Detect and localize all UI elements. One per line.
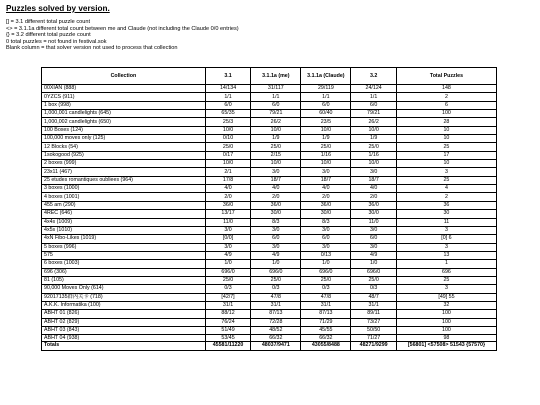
value-cell: 4/0 [351, 185, 397, 193]
value-cell: 31/1 [351, 301, 397, 309]
value-cell: 10/0 [301, 160, 351, 168]
table-row [42, 276, 497, 284]
value-cell: 6 [396, 101, 496, 109]
value-cell: 36/0 [205, 201, 251, 209]
value-cell: 36/0 [351, 201, 397, 209]
value-cell: 2 [396, 193, 496, 201]
value-cell: 1/0 [205, 260, 251, 268]
value-cell: 88/12 [205, 310, 251, 318]
value-cell: 0/3 [205, 285, 251, 293]
value-cell: 28 [396, 118, 496, 126]
table-row [42, 118, 497, 126]
value-cell: 26/2 [251, 118, 301, 126]
value-cell: 73/27 [351, 318, 397, 326]
collection-cell: 81 (105) [42, 276, 206, 284]
legend-line: {} = 3.2 different total puzzle count [6, 32, 91, 39]
value-cell: 71/29 [301, 318, 351, 326]
totals-cell: 43055/8488 [301, 342, 351, 350]
collection-cell: 1sokogood (925) [42, 151, 206, 159]
header-v311a-me: 3.1.1a (me) [251, 68, 301, 85]
value-cell: 4 [396, 185, 496, 193]
table-row [42, 151, 497, 159]
table-row [42, 93, 497, 101]
value-cell: 71/27 [351, 335, 397, 342]
value-cell: [0] 6 [396, 235, 496, 243]
header-total: Total Puzzles [396, 68, 496, 85]
collection-cell: 12 Blocks (54) [42, 143, 206, 151]
value-cell: 4/9 [251, 251, 301, 259]
value-cell: 696/0 [251, 268, 301, 276]
value-cell: 50/50 [351, 326, 397, 334]
value-cell: 696/0 [351, 268, 397, 276]
value-cell: 87/13 [301, 310, 351, 318]
table-row [42, 285, 497, 293]
collection-cell: 100,000 moves only (125) [42, 135, 206, 143]
value-cell: 1/16 [351, 151, 397, 159]
value-cell: 25 [396, 176, 496, 184]
value-cell: 36 [396, 201, 496, 209]
header-collection: Collection [42, 68, 206, 85]
value-cell: 3 [396, 285, 496, 293]
value-cell: 10/0 [205, 160, 251, 168]
value-cell: 18/7 [301, 176, 351, 184]
value-cell: 2/0 [301, 193, 351, 201]
value-cell: 6/0 [251, 235, 301, 243]
value-cell: 24/124 [351, 85, 397, 93]
collection-cell: A.K.K. Informatika (100) [42, 301, 206, 309]
value-cell: 36/0 [251, 201, 301, 209]
value-cell: 6/0 [301, 235, 351, 243]
table-row [42, 251, 497, 259]
value-cell: 0/13 [301, 251, 351, 259]
value-cell: 10 [396, 126, 496, 134]
table-row [42, 260, 497, 268]
value-cell: 10 [396, 135, 496, 143]
table-row [42, 326, 497, 334]
table-row [42, 176, 497, 184]
collection-cell: 1,000,001 candlelights (645) [42, 110, 206, 118]
value-cell: 3/0 [205, 243, 251, 251]
value-cell: 1/16 [301, 151, 351, 159]
value-cell: 25/0 [301, 276, 351, 284]
totals-label: Totals [42, 342, 206, 350]
value-cell: 10/0 [251, 126, 301, 134]
value-cell: 1/0 [301, 260, 351, 268]
collection-cell: 6 boxes (1003) [42, 260, 206, 268]
collection-cell: 575 [42, 251, 206, 259]
value-cell: 10/0 [351, 160, 397, 168]
value-cell: 48/52 [251, 326, 301, 334]
value-cell: 1/1 [351, 93, 397, 101]
collection-cell: 1,000,002 candlelights (650) [42, 118, 206, 126]
value-cell: 10/0 [351, 126, 397, 134]
value-cell: 31/117 [251, 85, 301, 93]
table-row [42, 218, 497, 226]
value-cell: 18/7 [351, 176, 397, 184]
collection-cell: 92017135群内关卡 (718) [42, 293, 206, 301]
value-cell: 148 [396, 85, 496, 93]
value-cell: 72/28 [251, 318, 301, 326]
table-row [42, 85, 497, 93]
table-row [42, 193, 497, 201]
value-cell: 6/0 [351, 235, 397, 243]
table-row [42, 226, 497, 234]
value-cell: 1/9 [251, 135, 301, 143]
value-cell: 4/0 [301, 185, 351, 193]
collection-cell: 4x5s (1010) [42, 226, 206, 234]
value-cell: 696/0 [205, 268, 251, 276]
value-cell: 2/1 [205, 168, 251, 176]
value-cell: 4/9 [351, 251, 397, 259]
value-cell: 11/0 [351, 218, 397, 226]
value-cell: 13 [396, 251, 496, 259]
header-row [42, 68, 497, 85]
collection-cell: 00XIAN (888) [42, 85, 206, 93]
value-cell: [0/0] [205, 235, 251, 243]
value-cell: [49] 55 [396, 293, 496, 301]
value-cell: 32 [396, 301, 496, 309]
totals-row [42, 342, 497, 350]
value-cell: 2 [396, 93, 496, 101]
value-cell: 4/0 [251, 185, 301, 193]
value-cell: 14/134 [205, 85, 251, 93]
value-cell: 3/0 [251, 226, 301, 234]
value-cell: 4/9 [205, 251, 251, 259]
value-cell: 3/0 [301, 168, 351, 176]
value-cell: 6/0 [251, 101, 301, 109]
legend-line: Blank column = that solver version not used to process that collection [6, 45, 178, 52]
value-cell: 25/0 [205, 143, 251, 151]
value-cell: 1/9 [301, 135, 351, 143]
legend-line: <> = 3.1.1a different total count between me and Claude (not including the Claude 0/0 entries) [6, 25, 239, 32]
table-row [42, 268, 497, 276]
value-cell: 3/0 [351, 243, 397, 251]
value-cell: 3 [396, 243, 496, 251]
totals-cell: [56801] <57508> 51543 {57570} [396, 342, 496, 350]
value-cell: 3/0 [251, 168, 301, 176]
value-cell: 3/0 [301, 226, 351, 234]
value-cell: 29/119 [301, 85, 351, 93]
value-cell: 48/7 [351, 293, 397, 301]
table-row [42, 185, 497, 193]
value-cell: 30/0 [351, 210, 397, 218]
value-cell: 31/1 [251, 301, 301, 309]
header-v32: 3.2 [351, 68, 397, 85]
value-cell: 60/40 [301, 110, 351, 118]
table-row [42, 335, 497, 342]
value-cell: 25/0 [251, 143, 301, 151]
value-cell: 76/24 [205, 318, 251, 326]
table-row [42, 168, 497, 176]
value-cell: 3/0 [351, 168, 397, 176]
value-cell: 47/8 [301, 293, 351, 301]
value-cell: 17/8 [205, 176, 251, 184]
value-cell: 25/0 [351, 276, 397, 284]
value-cell: 31/1 [301, 301, 351, 309]
value-cell: 11 [396, 218, 496, 226]
collection-cell: 5 boxes (996) [42, 243, 206, 251]
value-cell: 3/0 [251, 243, 301, 251]
value-cell: 25/0 [205, 276, 251, 284]
puzzles-table [41, 67, 497, 351]
value-cell: 8/3 [251, 218, 301, 226]
value-cell: 1/1 [301, 93, 351, 101]
value-cell: 1/1 [251, 93, 301, 101]
collection-cell: 696 (306) [42, 268, 206, 276]
collection-cell: 25 etudes romantiques oubliees (964) [42, 176, 206, 184]
collection-cell: 2 boxes (999) [42, 160, 206, 168]
value-cell: 17 [396, 151, 496, 159]
table-row [42, 243, 497, 251]
collection-cell: ABHT 01 (826) [42, 310, 206, 318]
value-cell: 25/3 [205, 118, 251, 126]
value-cell: 3/0 [351, 226, 397, 234]
table-row [42, 210, 497, 218]
totals-cell: 48271/9299 [351, 342, 397, 350]
value-cell: 25/0 [251, 276, 301, 284]
collection-cell: ABHT 03 (843) [42, 326, 206, 334]
value-cell: 89/11 [351, 310, 397, 318]
value-cell: 51/49 [205, 326, 251, 334]
value-cell: 100 [396, 326, 496, 334]
table-row [42, 293, 497, 301]
value-cell: 696 [396, 268, 496, 276]
table-row [42, 101, 497, 109]
totals-cell: 45581/11220 [205, 342, 251, 350]
value-cell: 6/0 [205, 101, 251, 109]
totals-cell: 48037/9471 [251, 342, 301, 350]
collection-cell: 0YZCS (911) [42, 93, 206, 101]
collection-cell: 90,000 Moves Only (614) [42, 285, 206, 293]
collection-cell: ABHT 02 (829) [42, 318, 206, 326]
value-cell: 0/10 [205, 135, 251, 143]
value-cell: 65/35 [205, 110, 251, 118]
value-cell: 0/3 [251, 285, 301, 293]
value-cell: 11/0 [205, 218, 251, 226]
collection-cell: 23x11 (467) [42, 168, 206, 176]
value-cell: 66/32 [251, 335, 301, 342]
value-cell: 10/0 [251, 160, 301, 168]
value-cell: 25/0 [351, 143, 397, 151]
header-v311a-claude: 3.1.1a (Claude) [301, 68, 351, 85]
value-cell: 45/55 [301, 326, 351, 334]
value-cell: 25/0 [301, 143, 351, 151]
value-cell: 87/13 [251, 310, 301, 318]
value-cell: 100 [396, 110, 496, 118]
value-cell: 79/21 [251, 110, 301, 118]
value-cell: 66/32 [301, 335, 351, 342]
value-cell: 1/1 [205, 93, 251, 101]
collection-cell: 1 box (998) [42, 101, 206, 109]
value-cell: 30 [396, 210, 496, 218]
value-cell: 3 [396, 168, 496, 176]
collection-cell: ABHT 04 (938) [42, 335, 206, 342]
value-cell: 25 [396, 143, 496, 151]
legend-line: [] = 3.1 different total puzzle count [6, 19, 91, 25]
table-row [42, 235, 497, 243]
value-cell: 79/21 [351, 110, 397, 118]
table-row [42, 126, 497, 134]
value-cell: 1/0 [251, 260, 301, 268]
value-cell: 10/0 [205, 126, 251, 134]
collection-cell: 455 am (290) [42, 201, 206, 209]
value-cell: 4/0 [205, 185, 251, 193]
value-cell: 23/5 [301, 118, 351, 126]
value-cell: 98 [396, 335, 496, 342]
value-cell: 0/17 [205, 151, 251, 159]
value-cell: 0/3 [301, 285, 351, 293]
value-cell: 2/15 [251, 151, 301, 159]
value-cell: 30/0 [251, 210, 301, 218]
collection-cell: 100 Boxes (124) [42, 126, 206, 134]
value-cell: 26/2 [351, 118, 397, 126]
value-cell: 6/0 [301, 101, 351, 109]
collection-cell: 3 boxes (1000) [42, 185, 206, 193]
value-cell: 13/17 [205, 210, 251, 218]
value-cell: 2/0 [351, 193, 397, 201]
collection-cell: 4REC (646) [42, 210, 206, 218]
value-cell: 6/0 [351, 101, 397, 109]
value-cell: [42/7] [205, 293, 251, 301]
value-cell: 3/0 [301, 243, 351, 251]
value-cell: 2/0 [205, 193, 251, 201]
value-cell: 10/0 [301, 126, 351, 134]
value-cell: 25 [396, 276, 496, 284]
table-row [42, 301, 497, 309]
legend-line: 0 total puzzles = not found in festival.sok [6, 38, 107, 45]
collection-cell: 4xN Fibo-Likes (1019) [42, 235, 206, 243]
table-row [42, 201, 497, 209]
value-cell: 18/7 [251, 176, 301, 184]
header-v31: 3.1 [205, 68, 251, 85]
legend [6, 19, 239, 52]
value-cell: 10 [396, 160, 496, 168]
value-cell: 2/0 [251, 193, 301, 201]
value-cell: 1/9 [351, 135, 397, 143]
table-row [42, 318, 497, 326]
value-cell: 0/3 [351, 285, 397, 293]
page-title: Puzzles solved by version. [6, 4, 110, 13]
value-cell: 696/0 [301, 268, 351, 276]
value-cell: 1/0 [351, 260, 397, 268]
table-row [42, 310, 497, 318]
value-cell: 30/0 [301, 210, 351, 218]
value-cell: 53/45 [205, 335, 251, 342]
collection-cell: 4x4s (1009) [42, 218, 206, 226]
value-cell: 31/1 [205, 301, 251, 309]
value-cell: 100 [396, 310, 496, 318]
value-cell: 100 [396, 318, 496, 326]
value-cell: 1 [396, 260, 496, 268]
table-row [42, 160, 497, 168]
value-cell: 3/0 [205, 226, 251, 234]
value-cell: 8/3 [301, 218, 351, 226]
table-row [42, 143, 497, 151]
value-cell: 36/0 [301, 201, 351, 209]
value-cell: 3 [396, 226, 496, 234]
table-row [42, 110, 497, 118]
table-row [42, 135, 497, 143]
collection-cell: 4 boxes (1001) [42, 193, 206, 201]
value-cell: 47/8 [251, 293, 301, 301]
